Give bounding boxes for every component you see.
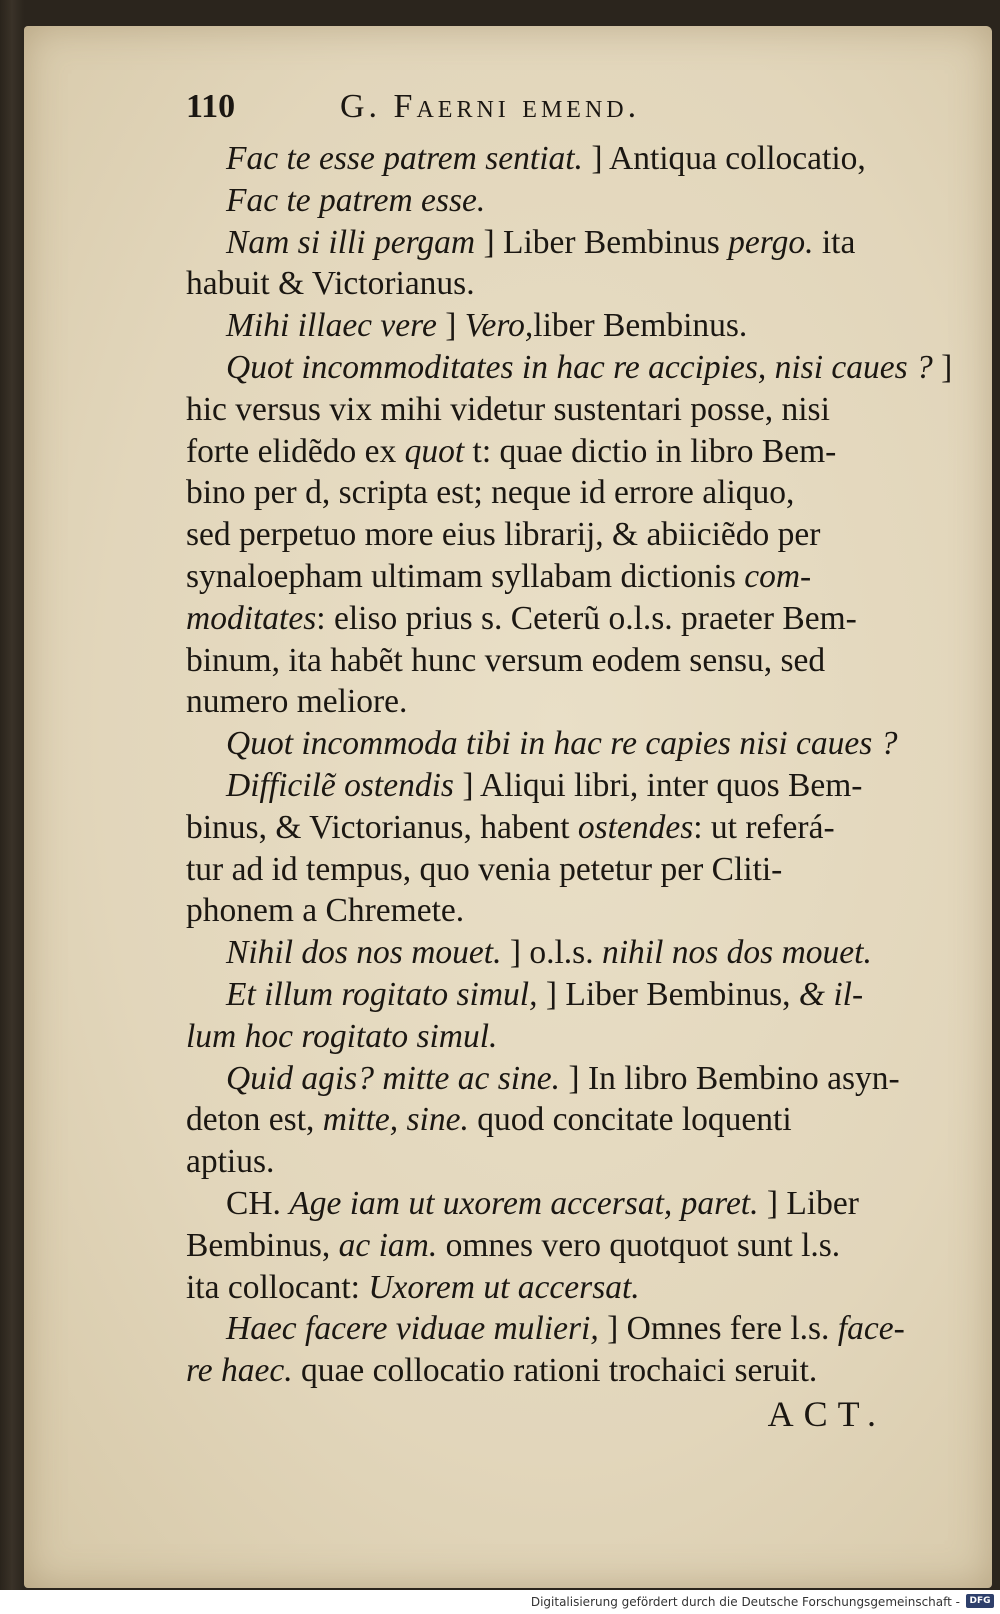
footer-credit: Digitalisierung gefördert durch die Deutsche Forschungsgemeinschaft - [530, 1595, 960, 1609]
text-span: ] Aliqui libri, inter quos Bem- [453, 766, 863, 804]
italic-lemma: Quot incommoditates in hac re accipies, nisi caues ? [226, 348, 933, 386]
text-span: phonem a Chremete. [186, 892, 465, 930]
text-line [186, 890, 916, 932]
text-span: ita [813, 223, 856, 261]
text-span: : ut referá- [693, 808, 835, 846]
italic-lemma: Quid agis? mitte ac sine. [226, 1059, 561, 1097]
text-line [186, 807, 916, 849]
text-line [186, 138, 916, 180]
italic-lemma: Fac te esse patrem sentiat. [226, 140, 583, 177]
text-span: CH. [226, 1184, 290, 1222]
text-span: forte elidẽdo ex [186, 432, 405, 470]
text-line [186, 681, 916, 723]
catchword: ACT. [767, 1393, 886, 1434]
italic-lemma: face- [837, 1310, 905, 1348]
text-line [186, 347, 953, 389]
italic-lemma: Age iam ut uxorem accersat, paret. [289, 1184, 759, 1222]
text-span: omnes vero quotquot sunt l.s. [437, 1226, 841, 1264]
italic-lemma: ac iam. [338, 1226, 438, 1264]
italic-lemma: Nam si illi pergam [226, 223, 476, 261]
italic-lemma: Mihi illaec vere [226, 307, 437, 345]
text-line [186, 1141, 916, 1183]
italic-lemma: moditates [186, 599, 317, 637]
text-line [186, 472, 916, 514]
text-span: quae collocatio rationi trochaici seruit. [292, 1352, 818, 1390]
text-span: sed perpetuo more eius librarij, & abiiciẽdo per [186, 516, 821, 554]
text-line [186, 1308, 916, 1350]
text-line [186, 556, 916, 598]
page-number: 110 [186, 88, 236, 125]
text-span: hic versus vix mihi videtur sustentari posse, nisi [186, 390, 830, 428]
text-line [186, 1350, 916, 1392]
italic-lemma: lum hoc rogitato simul. [186, 1017, 498, 1055]
text-span: bino per d, scripta est; neque id errore aliquo, [186, 474, 795, 512]
text-span: quod concitate loquenti [468, 1101, 792, 1139]
italic-lemma: nihil nos dos mouet. [601, 934, 872, 972]
text-span: ] Antiqua collocatio, [582, 140, 866, 177]
page-header [186, 88, 796, 132]
text-line [186, 640, 916, 682]
text-line [186, 1058, 916, 1100]
text-span: aptius. [186, 1143, 275, 1181]
text-span: numero meliore. [186, 683, 408, 721]
text-span: deton est, [186, 1101, 323, 1139]
text-span: binus, & Victorianus, habent [186, 808, 578, 846]
text-span: liber Bembinus. [533, 307, 748, 345]
text-span: ] o.l.s. [501, 934, 602, 972]
text-span: synaloepham ultimam syllabam dictionis [186, 557, 745, 595]
italic-lemma: com- [744, 557, 812, 595]
text-span: ] Liber [758, 1184, 859, 1222]
italic-lemma: Quot incommoda tibi in hac re capies nisi caues ? [226, 725, 898, 763]
text-line [186, 1183, 916, 1225]
text-span: Bembinus, [186, 1226, 339, 1264]
text-line [186, 1016, 916, 1058]
italic-lemma: mitte, sine. [322, 1101, 469, 1139]
italic-lemma: Et illum rogitato simul, [226, 975, 538, 1013]
text-line [186, 222, 916, 264]
text-span: ] Liber Bembinus [475, 223, 729, 261]
italic-lemma: Nihil dos nos mouet. [226, 934, 502, 972]
italic-lemma: & il- [798, 975, 864, 1013]
text-line [186, 514, 916, 556]
italic-lemma: quot [404, 432, 465, 470]
text-span: ] In libro Bembino asyn- [560, 1059, 900, 1097]
text-line [186, 305, 916, 347]
text-span: ] [932, 348, 953, 386]
text-line [186, 932, 916, 974]
text-span: binum, ita habẽt hunc versum eodem sensu, sed [186, 641, 826, 679]
text-line [186, 263, 916, 305]
text-line [186, 180, 916, 222]
text-span: : eliso prius s. Ceterũ o.l.s. praeter Bem- [316, 599, 857, 637]
italic-lemma: Vero, [464, 307, 534, 345]
text-line [186, 598, 916, 640]
text-line [186, 389, 916, 431]
text-line [186, 765, 916, 807]
italic-lemma: Uxorem ut accersat. [368, 1268, 640, 1306]
text-span: ] Liber Bembinus, [537, 975, 799, 1013]
text-line [186, 1099, 916, 1141]
italic-lemma: Difficilẽ ostendis [226, 766, 454, 804]
italic-lemma: pergo. [728, 223, 814, 261]
text-line [186, 1267, 916, 1309]
page-body-text [186, 138, 953, 1436]
text-span: ita collocant: [186, 1268, 369, 1306]
text-span: t: quae dictio in libro Bem- [464, 432, 837, 470]
text-span: habuit & Victorianus. [186, 265, 475, 303]
footer-bar [0, 1590, 1000, 1614]
text-line [186, 974, 916, 1016]
text-span: ] Omnes fere l.s. [598, 1310, 838, 1348]
italic-lemma: re haec. [186, 1352, 293, 1390]
italic-lemma: Fac te patrem esse. [226, 181, 486, 219]
italic-lemma: ostendes [577, 808, 694, 846]
text-span: tur ad id tempus, quo venia petetur per Cliti- [186, 850, 783, 888]
running-title: G. Faerni emend. [340, 88, 641, 125]
dfg-logo-icon: DFG [966, 1594, 994, 1608]
text-line [186, 849, 916, 891]
text-line [186, 723, 916, 765]
text-span: ] [436, 307, 465, 345]
text-line [186, 1225, 916, 1267]
italic-lemma: Haec facere viduae mulieri, [226, 1310, 599, 1348]
text-line [186, 431, 916, 473]
